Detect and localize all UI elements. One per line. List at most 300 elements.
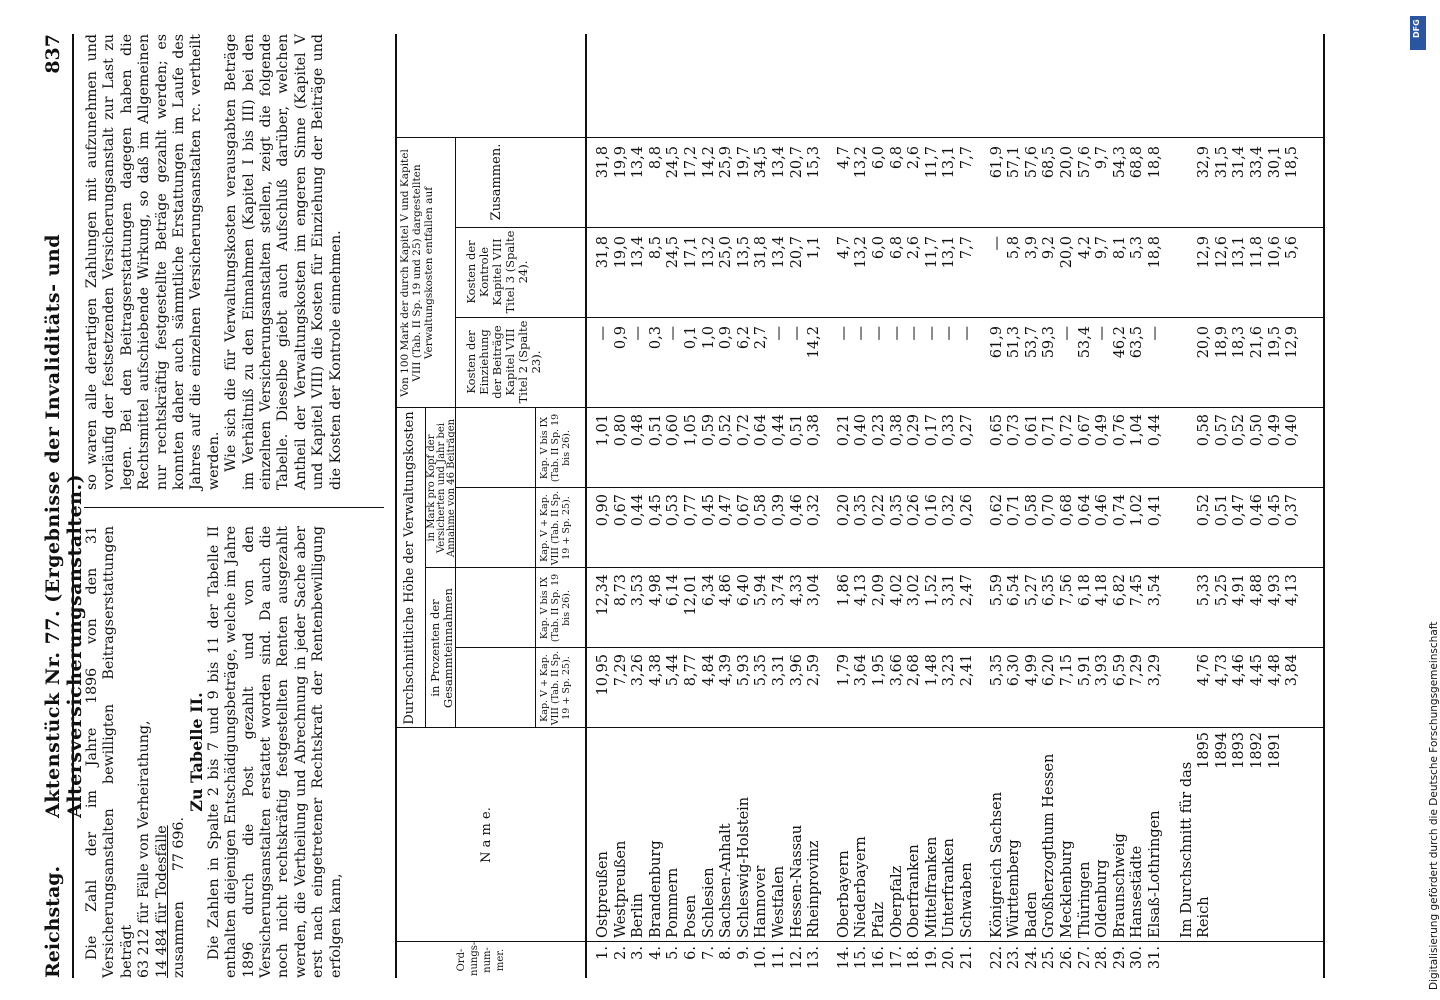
header-share: Von 100 Mark der durch Kapitel V und Kapitel VIII (Tab. II Sp. 19 und 25) dargestellten Verwaltungskosten entfallen auf (399, 149, 435, 397)
cell-d: 0,73 (1006, 414, 1023, 447)
cell-g: 6,8 (888, 146, 905, 170)
table-row (1041, 34, 1059, 978)
header-zusammen: Zusammen. (489, 143, 504, 221)
cell-e: — (771, 326, 787, 341)
avg-cell-f: 12,6 (1213, 236, 1230, 269)
cell-c: 0,26 (906, 494, 923, 527)
row-name: Berlin (630, 893, 647, 938)
table-row (1147, 34, 1165, 978)
cell-b: 6,14 (665, 574, 682, 607)
cell-e: 6,2 (735, 326, 752, 350)
table-row (1094, 34, 1112, 978)
cell-f: 5,8 (1006, 236, 1023, 260)
average-row (1284, 34, 1302, 978)
avg-cell-c: 0,52 (1196, 494, 1213, 527)
cell-b: 1,86 (835, 574, 852, 607)
row-name: Westfalen (771, 865, 787, 938)
figure-marriage: 63 212 für Fälle von Verheirathung, (136, 720, 153, 978)
cell-g: 25,9 (718, 146, 735, 179)
table-row (701, 34, 719, 978)
cell-e: 14,2 (806, 326, 823, 359)
row-number: 5. (665, 946, 682, 960)
cell-g: 18,8 (1147, 146, 1163, 179)
cell-b: 5,94 (753, 574, 770, 607)
cell-b: 6,54 (1006, 574, 1023, 607)
cell-c: 0,71 (1006, 494, 1023, 527)
avg-cell-g: 32,9 (1196, 146, 1213, 179)
avg-cell-e: 18,9 (1213, 326, 1230, 359)
cell-g: 20,7 (788, 146, 805, 179)
cell-c: 0,68 (1059, 494, 1075, 527)
admin-cost-table (395, 34, 1325, 978)
row-name: Hessen-Nassau (788, 824, 805, 938)
row-number: 10. (753, 946, 770, 970)
cell-d: 0,17 (923, 414, 940, 447)
row-number: 6. (683, 946, 699, 960)
header-percent: in Prozenten der Gesammteinnahmen (428, 588, 455, 708)
table-row (889, 34, 907, 978)
cell-a: 4,39 (718, 654, 735, 687)
avg-cell-e: 18,3 (1231, 326, 1248, 359)
cell-c: 0,47 (718, 494, 735, 527)
table-row (753, 34, 771, 978)
cell-f: 4,2 (1076, 236, 1093, 260)
row-number: 4. (647, 946, 664, 960)
cell-a: 2,41 (959, 654, 975, 687)
figure-death: 14 484 für Todesfälle (153, 825, 170, 978)
cell-f: 31,8 (753, 236, 770, 269)
cell-e: 59,3 (1041, 326, 1058, 359)
row-name: Thüringen (1076, 861, 1093, 938)
cell-f: 13,2 (700, 236, 717, 269)
cell-b: 3,53 (630, 574, 647, 607)
cell-a: 10,95 (595, 654, 611, 696)
cell-d: 0,40 (853, 414, 870, 447)
cell-c: 0,90 (595, 494, 611, 527)
row-number: 26. (1059, 946, 1075, 970)
table-row (871, 34, 889, 978)
cell-f: 13,4 (630, 236, 647, 269)
avg-cell-g: 31,4 (1231, 146, 1248, 179)
cell-c: 0,64 (1076, 494, 1093, 527)
average-label-row (1179, 34, 1197, 978)
cell-a: 3,31 (771, 654, 787, 687)
cell-f: 5,3 (1129, 236, 1146, 260)
row-name: Unterfranken (941, 838, 958, 938)
row-name: Oberbayern (835, 850, 852, 938)
table-row (959, 34, 977, 978)
cell-e: — (906, 326, 923, 341)
table-row (630, 34, 648, 978)
left-paragraph-2: Die Zahlen in Spalte 2 bis 7 und 9 bis 11 der Tabelle II enthalten diejenigen Entschädigungsbeträge, welche im Jahre 1896 durch die Post gezahlt und von den Versicherungsanstalten erstattet worden sind. Da auch die noch nicht rechtskräftig festgestellten Renten ausgezahlt werden, die Vertheilung und Abrechnung in jeder Sache aber erst nach eingetretener Rechtskraft der Rentenbewilligung erfolgen kann, (205, 526, 344, 978)
table-row (648, 34, 666, 978)
avg-cell-d: 0,58 (1196, 414, 1213, 447)
cell-e: 61,9 (988, 326, 1005, 359)
avg-cell-e: 12,9 (1284, 326, 1301, 359)
cell-g: 54,3 (1111, 146, 1128, 179)
row-name: Braunschweig (1111, 833, 1128, 938)
cell-g: 2,6 (906, 146, 923, 170)
cell-c: 0,39 (771, 494, 787, 527)
table-top-rule (395, 34, 397, 978)
avg-cell-b: 4,88 (1249, 574, 1265, 607)
cell-g: 13,2 (853, 146, 870, 179)
figure-total-label: zusammen (171, 901, 188, 978)
cell-a: 3,96 (788, 654, 805, 687)
cell-g: 24,5 (665, 146, 682, 179)
average-label-reich: Reich (1196, 896, 1213, 938)
cell-d: 1,01 (595, 414, 611, 447)
cell-b: 3,31 (941, 574, 958, 607)
cell-d: 0,60 (665, 414, 682, 447)
cell-c: 0,46 (1094, 494, 1111, 527)
row-number: 1. (595, 946, 611, 960)
cell-f: 20,0 (1059, 236, 1075, 269)
cell-e: — (871, 326, 887, 341)
row-number: 31. (1147, 946, 1163, 970)
cell-d: 0,71 (1041, 414, 1058, 447)
cell-a: 1,48 (923, 654, 940, 687)
row-number: 16. (871, 946, 887, 970)
cell-a: 3,29 (1147, 654, 1163, 687)
avg-cell-c: 0,51 (1213, 494, 1230, 527)
cell-c: 0,35 (888, 494, 905, 527)
cell-a: 7,29 (1129, 654, 1146, 687)
avg-cell-b: 5,33 (1196, 574, 1213, 607)
cell-b: 7,56 (1059, 574, 1075, 607)
header-mark: in Mark pro Kopf der Versicherten und Jahr bei Annahme von 46 Beiträgen (426, 418, 457, 558)
cell-e: — (959, 326, 975, 341)
row-number: 18. (906, 946, 923, 970)
avg-cell-f: 5,6 (1284, 236, 1301, 260)
avg-cell-f: 10,6 (1266, 236, 1283, 269)
cell-c: 0,58 (1023, 494, 1040, 527)
average-year: 1893 (1231, 732, 1248, 769)
cell-c: 0,58 (753, 494, 770, 527)
cell-f: 19,0 (612, 236, 629, 269)
row-number: 9. (735, 946, 752, 960)
cell-c: 0,74 (1111, 494, 1128, 527)
cell-c: 0,45 (700, 494, 717, 527)
avg-cell-c: 0,45 (1266, 494, 1283, 527)
row-number: 21. (959, 946, 975, 970)
cell-b: 8,73 (612, 574, 629, 607)
cell-f: 13,5 (735, 236, 752, 269)
cell-f: 3,9 (1023, 236, 1040, 260)
cell-g: 57,1 (1006, 146, 1023, 179)
cell-a: 6,30 (1006, 654, 1023, 687)
avg-cell-d: 0,49 (1266, 414, 1283, 447)
cell-e: 0,9 (612, 326, 629, 350)
avg-cell-g: 30,1 (1266, 146, 1283, 179)
cell-g: 4,7 (835, 146, 852, 170)
cell-g: 9,7 (1094, 146, 1111, 170)
header-title: Aktenstück Nr. 77. (Ergebnisse der Invaliditäts- und Altersversicherungsanstalten.) (42, 234, 86, 818)
table-row (718, 34, 736, 978)
cell-b: 3,02 (906, 574, 923, 607)
cell-f: 7,7 (959, 236, 975, 260)
cell-a: 5,93 (735, 654, 752, 687)
row-number: 13. (806, 946, 823, 970)
cell-d: 0,76 (1111, 414, 1128, 447)
average-year: 1892 (1249, 732, 1265, 769)
cell-g: 13,4 (771, 146, 787, 179)
row-number: 29. (1111, 946, 1128, 970)
cell-d: 0,38 (888, 414, 905, 447)
row-name: Oldenburg (1094, 859, 1111, 938)
cell-f: 1,1 (806, 236, 823, 260)
avg-cell-a: 4,48 (1266, 654, 1283, 687)
cell-a: 3,23 (941, 654, 958, 687)
row-number: 12. (788, 946, 805, 970)
cell-d: 0,72 (735, 414, 752, 447)
cell-g: 11,7 (923, 146, 940, 179)
cell-b: 3,74 (771, 574, 787, 607)
avg-cell-d: 0,40 (1284, 414, 1301, 447)
cell-a: 5,91 (1076, 654, 1093, 687)
cell-d: 0,65 (988, 414, 1005, 447)
cell-e: 46,2 (1111, 326, 1128, 359)
cell-e: 0,1 (683, 326, 699, 350)
avg-cell-f: 13,1 (1231, 236, 1248, 269)
cell-f: 18,8 (1147, 236, 1163, 269)
row-number: 23. (1006, 946, 1023, 970)
cell-e: — (1147, 326, 1163, 341)
row-number: 27. (1076, 946, 1093, 970)
cell-a: 3,26 (630, 654, 647, 687)
cell-b: 5,59 (988, 574, 1005, 607)
cell-c: 0,35 (853, 494, 870, 527)
header-kontrole: Kosten der Kontrole Kapitel VIII Titel 3 (Spalte 24). (464, 230, 530, 314)
cell-e: — (835, 326, 852, 341)
table-row (1059, 34, 1077, 978)
cell-g: 17,2 (683, 146, 699, 179)
table-row (613, 34, 631, 978)
avg-cell-g: 33,4 (1249, 146, 1265, 179)
table-row (1077, 34, 1095, 978)
cell-e: 53,7 (1023, 326, 1040, 359)
page-header (40, 34, 86, 978)
row-name: Oberpfalz (888, 865, 905, 938)
row-name: Baden (1023, 891, 1040, 938)
cell-g: 68,5 (1041, 146, 1058, 179)
cell-f: 9,7 (1094, 236, 1111, 260)
cell-a: 5,44 (665, 654, 682, 687)
cell-d: 0,64 (753, 414, 770, 447)
cell-g: 61,9 (988, 146, 1005, 179)
cell-e: 1,0 (700, 326, 717, 350)
cell-d: 0,72 (1059, 414, 1075, 447)
row-name: Elsaß-Lothringen (1147, 810, 1163, 938)
cell-e: — (923, 326, 940, 341)
cell-c: 0,77 (683, 494, 699, 527)
cell-g: 6,0 (871, 146, 887, 170)
cell-d: 0,44 (771, 414, 787, 447)
cell-d: 0,27 (959, 414, 975, 447)
cell-b: 7,45 (1129, 574, 1146, 607)
row-number: 30. (1129, 946, 1146, 970)
cell-d: 0,29 (906, 414, 923, 447)
cell-f: 6,0 (871, 236, 887, 260)
cell-b: 2,09 (871, 574, 887, 607)
cell-c: 1,02 (1129, 494, 1146, 527)
header-sub-b2: Kap. V bis IX (Tab. II Sp. 19 bis 26). (539, 413, 572, 483)
cell-d: 0,61 (1023, 414, 1040, 447)
cell-d: 0,51 (647, 414, 664, 447)
cell-f: 2,6 (906, 236, 923, 260)
row-number: 20. (941, 946, 958, 970)
header-rule (72, 34, 74, 978)
column-divider (84, 507, 384, 508)
row-number: 15. (853, 946, 870, 970)
avg-cell-b: 5,25 (1213, 574, 1230, 607)
row-number: 25. (1041, 946, 1058, 970)
cell-b: 4,02 (888, 574, 905, 607)
average-year: 1894 (1213, 732, 1230, 769)
cell-b: 4,13 (853, 574, 870, 607)
cell-g: 13,4 (630, 146, 647, 179)
header-einziehung: Kosten der Einziehung der Beiträge Kapitel VIII Titel 2 (Spalte 23). (464, 320, 543, 404)
row-number: 3. (630, 946, 647, 960)
cell-d: 1,04 (1129, 414, 1146, 447)
cell-b: 5,27 (1023, 574, 1040, 607)
row-name: Mecklenburg (1059, 840, 1075, 938)
cell-e: — (1059, 326, 1075, 341)
cell-b: 6,40 (735, 574, 752, 607)
avg-cell-a: 4,45 (1249, 654, 1265, 687)
cell-e: 0,3 (647, 326, 664, 350)
cell-a: 2,68 (906, 654, 923, 687)
row-name: Hannover (753, 865, 770, 938)
cell-f: 4,7 (835, 236, 852, 260)
cell-d: 0,80 (612, 414, 629, 447)
right-paragraph-1: so waren alle derartigen Zahlungen mit aufzunehmen und vorläufig der festsetzenden Versicherungsanstalt zur Last zu legen. Bei den Beitragserstattungen dagegen haben die Rechtsmittel aufschiebende Wirkung, so daß im Allgemeinen nur rechtskräftig festgestellte Beträge gezahlt werden; es konnten daher auch sämmtliche Erstattungen im Laufe des Jahres auf die einzelnen Versicherungsanstalten rc. vertheilt werden. (84, 34, 222, 490)
cell-b: 1,52 (923, 574, 940, 607)
header-name: N a m e. (479, 807, 494, 863)
cell-f: 9,2 (1041, 236, 1058, 260)
table-row (736, 34, 754, 978)
table-row (665, 34, 683, 978)
avg-cell-c: 0,37 (1284, 494, 1301, 527)
row-name: Schleswig-Holstein (735, 796, 752, 938)
cell-b: 3,04 (806, 574, 823, 607)
table-row (595, 34, 613, 978)
average-row (1214, 34, 1232, 978)
cell-e: — (630, 326, 647, 341)
cell-f: 31,8 (595, 236, 611, 269)
cell-f: 24,5 (665, 236, 682, 269)
cell-g: 34,5 (753, 146, 770, 179)
average-row (1249, 34, 1267, 978)
cell-a: 3,64 (853, 654, 870, 687)
cell-e: 2,7 (753, 326, 770, 350)
left-text-column (84, 526, 345, 978)
cell-d: 0,52 (718, 414, 735, 447)
cell-g: 57,6 (1076, 146, 1093, 179)
row-name: Mittelfranken (923, 836, 940, 938)
cell-b: 4,33 (788, 574, 805, 607)
avg-cell-f: 12,9 (1196, 236, 1213, 269)
section-heading: Zu Tabelle II. (187, 692, 207, 812)
cell-g: 19,9 (612, 146, 629, 179)
cell-c: 0,22 (871, 494, 887, 527)
cell-d: 0,49 (1094, 414, 1111, 447)
side-annotation (1404, 10, 1440, 990)
header-sub-a1: Kap. V + Kap. VIII (Tab. II Sp. 19 + Sp. 25). (539, 650, 572, 726)
table-row (836, 34, 854, 978)
left-paragraph-1: Die Zahl der im Jahre 1896 von den 31 Versicherungsanstalten bewilligten Beitragserstattungen beträgt (84, 526, 135, 978)
row-name: Sachsen-Anhalt (718, 823, 735, 938)
cell-e: — (788, 326, 805, 341)
right-text-column (84, 34, 345, 490)
header-sub-b1: Kap. V bis IX (Tab. II Sp. 19 bis 26). (539, 573, 572, 643)
avg-cell-a: 3,84 (1284, 654, 1301, 687)
avg-cell-b: 4,91 (1231, 574, 1248, 607)
cell-e: — (665, 326, 682, 341)
row-name: Brandenburg (647, 840, 664, 938)
header-left: Reichstag. (42, 865, 64, 978)
cell-f: 25,0 (718, 236, 735, 269)
avg-cell-g: 18,5 (1284, 146, 1301, 179)
cell-a: 4,99 (1023, 654, 1040, 687)
avg-cell-d: 0,57 (1213, 414, 1230, 447)
row-number: 22. (988, 946, 1005, 970)
cell-c: 0,32 (941, 494, 958, 527)
table-row (906, 34, 924, 978)
avg-cell-d: 0,50 (1249, 414, 1265, 447)
row-number: 14. (835, 946, 852, 970)
table-row (924, 34, 942, 978)
cell-a: 7,15 (1059, 654, 1075, 687)
cell-e: — (853, 326, 870, 341)
cell-c: 0,62 (988, 494, 1005, 527)
table-row (683, 34, 701, 978)
row-name: Rheinprovinz (806, 840, 823, 938)
cell-c: 0,70 (1041, 494, 1058, 527)
cell-e: — (1094, 326, 1111, 341)
cell-c: 0,53 (665, 494, 682, 527)
cell-b: 4,18 (1094, 574, 1111, 607)
cell-a: 1,79 (835, 654, 852, 687)
row-name: Oberfranken (906, 844, 923, 938)
avg-cell-a: 4,73 (1213, 654, 1230, 687)
table-row (1006, 34, 1024, 978)
cell-g: 8,8 (647, 146, 664, 170)
cell-e: — (941, 326, 958, 341)
cell-a: 4,38 (647, 654, 664, 687)
avg-cell-a: 4,76 (1196, 654, 1213, 687)
cell-g: 19,7 (735, 146, 752, 179)
row-number: 7. (700, 946, 717, 960)
row-name: Großherzogthum Hessen (1041, 753, 1058, 938)
row-name: Westpreußen (612, 840, 629, 938)
row-name: Schlesien (700, 867, 717, 938)
row-name: Pfalz (871, 901, 887, 938)
avg-cell-b: 4,13 (1284, 574, 1301, 607)
rotated-document (40, 34, 1410, 978)
cell-f: 13,2 (853, 236, 870, 269)
row-name: Hansestädte (1129, 845, 1146, 938)
row-number: 19. (923, 946, 940, 970)
cell-d: 0,44 (1147, 414, 1163, 447)
cell-a: 1,95 (871, 654, 887, 687)
row-number: 24. (1023, 946, 1040, 970)
table-head-rule (585, 34, 587, 978)
avg-cell-b: 4,93 (1266, 574, 1283, 607)
avg-cell-d: 0,52 (1231, 414, 1248, 447)
cell-f: 8,5 (647, 236, 664, 260)
table-row (771, 34, 789, 978)
